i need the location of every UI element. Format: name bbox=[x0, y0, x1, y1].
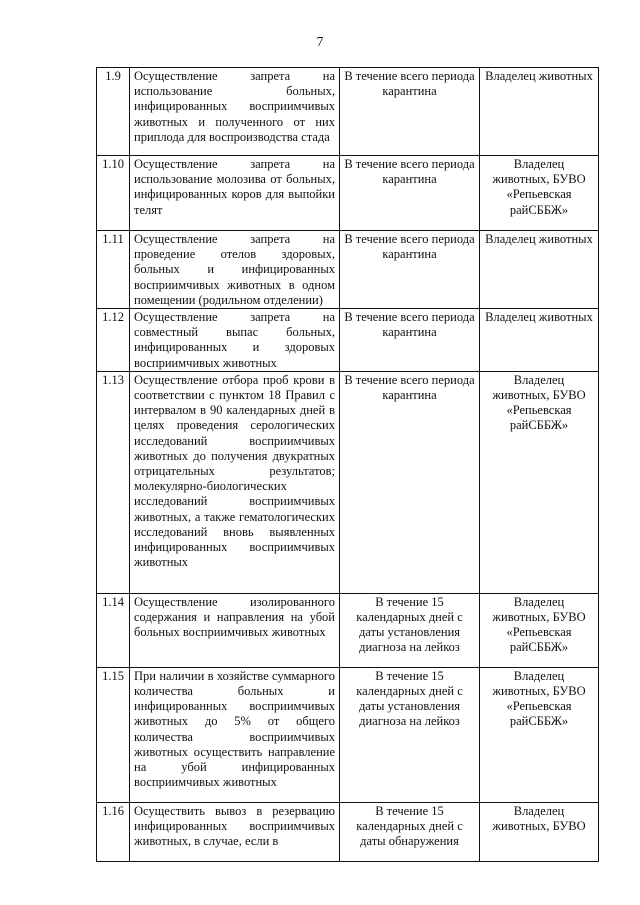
measure-responsible: Владелец животных bbox=[480, 68, 599, 156]
table-row bbox=[97, 68, 599, 156]
measure-description: Осуществление запрета на использование молозива от больных, инфицированных коров для выпойки телят bbox=[130, 156, 340, 231]
measure-term: В течение всего периода карантина bbox=[340, 309, 480, 372]
table-row bbox=[97, 802, 599, 861]
measure-term: В течение всего периода карантина bbox=[340, 156, 480, 231]
measure-description: Осуществление запрета на использование больных, инфицированных восприимчивых животных и полученного от них приплода для воспроизводства стада bbox=[130, 68, 340, 156]
table-row bbox=[97, 156, 599, 231]
measure-term: В течение 15 календарных дней с даты установления диагноза на лейкоз bbox=[340, 667, 480, 802]
quarantine-measures-table bbox=[96, 67, 599, 862]
row-number: 1.10 bbox=[97, 156, 130, 231]
row-number: 1.9 bbox=[97, 68, 130, 156]
row-number: 1.11 bbox=[97, 231, 130, 309]
row-number: 1.12 bbox=[97, 309, 130, 372]
measure-description: Осуществление запрета на проведение отелов здоровых, больных и инфицированных восприимчивых животных в одном помещении (родильном отделении) bbox=[130, 231, 340, 309]
measure-responsible: Владелец животных, БУВО «Репьевская райСББЖ» bbox=[480, 371, 599, 593]
measure-term: В течение всего периода карантина bbox=[340, 231, 480, 309]
measure-responsible: Владелец животных, БУВО «Репьевская райСББЖ» bbox=[480, 156, 599, 231]
table-row bbox=[97, 667, 599, 802]
row-number: 1.16 bbox=[97, 802, 130, 861]
measure-term: В течение 15 календарных дней с даты обнаружения bbox=[340, 802, 480, 861]
measure-description: При наличии в хозяйстве суммарного количества больных и инфицированных восприимчивых животных до 5% от общего количества восприимчивых животных осуществить направление на убой инфицированных восприимчивых животных bbox=[130, 667, 340, 802]
measure-term: В течение всего периода карантина bbox=[340, 371, 480, 593]
row-number: 1.13 bbox=[97, 371, 130, 593]
measure-description: Осуществление запрета на совместный выпас больных, инфицированных и здоровых восприимчивых животных bbox=[130, 309, 340, 372]
measure-responsible: Владелец животных, БУВО «Репьевская райСББЖ» bbox=[480, 593, 599, 667]
table-row bbox=[97, 593, 599, 667]
row-number: 1.14 bbox=[97, 593, 130, 667]
row-number: 1.15 bbox=[97, 667, 130, 802]
measure-term: В течение всего периода карантина bbox=[340, 68, 480, 156]
table-row bbox=[97, 309, 599, 372]
measure-description: Осуществление изолированного содержания и направления на убой больных восприимчивых животных bbox=[130, 593, 340, 667]
table-row bbox=[97, 231, 599, 309]
measure-term: В течение 15 календарных дней с даты установления диагноза на лейкоз bbox=[340, 593, 480, 667]
measure-description: Осуществить вывоз в резервацию инфицированных восприимчивых животных, в случае, если в bbox=[130, 802, 340, 861]
measure-responsible: Владелец животных bbox=[480, 309, 599, 372]
measure-responsible: Владелец животных, БУВО bbox=[480, 802, 599, 861]
measure-description: Осуществление отбора проб крови в соответствии с пунктом 18 Правил с интервалом в 90 календарных дней в целях проведения серологических исследований восприимчивых животных до получения двукратных отрицательных результатов; молекулярно-биологических исследований восприимчивых животных, а также гематологических исследований вновь выявленных инфицированных восприимчивых животных bbox=[130, 371, 340, 593]
measure-responsible: Владелец животных bbox=[480, 231, 599, 309]
table-row bbox=[97, 371, 599, 593]
page-number: 7 bbox=[316, 35, 324, 50]
measure-responsible: Владелец животных, БУВО «Репьевская райСББЖ» bbox=[480, 667, 599, 802]
